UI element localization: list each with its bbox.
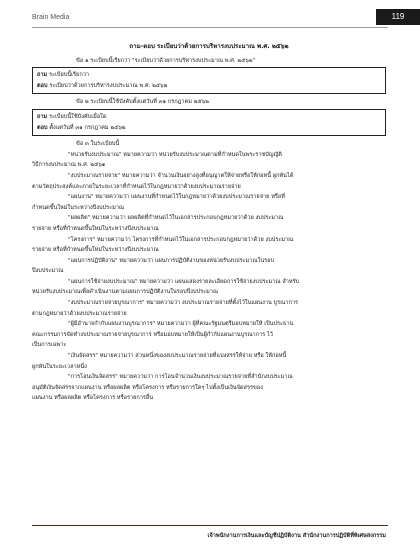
qa-box-2 bbox=[32, 109, 386, 136]
header-title: Brain Media bbox=[32, 14, 70, 21]
definition-line: แผนงาน หรือผลผลิต หรือโครงการ หรือรายการอื่น bbox=[32, 395, 154, 402]
definition-line: ปีงบประมาณ bbox=[32, 268, 64, 275]
definition-line: อนุมัติเงินจัดสรรจากแผนงาน หรือผลผลิต หรือโครงการ หรือรายการใดๆ ไปตั้งเป็นเงินจัดสรรของ bbox=[32, 384, 263, 391]
definition-line: ตามวัตถุประสงค์และภายในระยะเวลาที่กำหนดไว้ในกฎหมายว่าด้วยงบประมาณรายจ่าย bbox=[32, 183, 241, 190]
document-title: ถาม-ตอบ ระเบียบว่าด้วยการบริหารงบประมาณ พ.ศ. ๒๕๖๒ bbox=[129, 43, 289, 50]
definition-line: "เงินจัดสรร" หมายความว่า ส่วนหนึ่งของงบประมาณรายจ่ายที่แบ่งสรรให้จ่าย หรือ ให้ก่อหนี้ bbox=[68, 353, 287, 360]
definition-line: คณะกรรมการจัดทำงบประมาณรายจ่ายบูรณาการ หรือมอบหมายให้เป็นผู้กำกับแผนงานบูรณาการ ไว้ bbox=[32, 331, 273, 338]
definition-line: กำหนดขึ้นใหม่ในระหว่างปีงบประมาณ bbox=[32, 204, 125, 211]
answer-text: ตั้งแต่วันที่ ๓๑ กรกฎาคม ๒๕๖๒ bbox=[49, 124, 126, 131]
answer-label: ตอบ bbox=[37, 124, 48, 131]
definition-line: "ผลผลิต" หมายความว่า ผลผลิตที่กำหนดไว้ในเอกสารประกอบกฎหมายว่าด้วย งบประมาณ bbox=[68, 215, 284, 222]
definition-line: "หน่วยรับงบประมาณ" หมายความว่า หน่วยรับงบประมาณตามที่กำหนดในพระราชบัญญัติ bbox=[68, 151, 282, 158]
question-label: ถาม bbox=[37, 113, 48, 120]
definition-line: "แผนการใช้จ่ายงบประมาณ" หมายความว่า แผนแสดงรายละเอียดการใช้จ่ายงบประมาณ สำหรับ bbox=[68, 278, 300, 285]
document-body bbox=[32, 42, 386, 404]
definition-line: เป็นการเฉพาะ bbox=[32, 342, 67, 349]
page-number: 119 bbox=[376, 9, 420, 25]
clause-3: ข้อ ๓ ในระเบียบนี้ bbox=[76, 141, 120, 148]
definition-line: วิธีการงบประมาณ พ.ศ. ๒๕๖๑ bbox=[32, 162, 106, 169]
definition-line: "ผู้มีอำนาจกำกับแผนงานบูรณาการ" หมายความว่า ผู้ที่คณะรัฐมนตรีมอบหมายให้ เป็นประธาน bbox=[68, 321, 294, 328]
definition-line: "งบประมาณรายจ่ายบูรณาการ" หมายความว่า งบประมาณรายจ่ายที่ตั้งไว้ในแผนงาน บูรณาการ bbox=[68, 300, 299, 307]
definition-line: "แผนงาน" หมายความว่า แผนงานที่กำหนดไว้ในกฎหมายว่าด้วยงบประมาณรายจ่าย หรือที่ bbox=[68, 194, 285, 201]
definition-line: ผูกพันในระยะเวลาหนึ่ง bbox=[32, 363, 87, 370]
definition-line: "การโอนเงินจัดสรร" หมายความว่า การโอนจำนวนเงินงบประมาณรายจ่ายที่สำนักงบประมาณ bbox=[68, 374, 293, 381]
clause-2: ข้อ ๒ ระเบียบนี้ใช้บังคับตั้งแต่วันที่ ๓๑ กรกฎาคม ๒๕๖๒ bbox=[76, 99, 209, 106]
definition-line: "แผนการปฏิบัติงาน" หมายความว่า แผนการปฏิบัติงานของหน่วยรับงบประมาณในรอบ bbox=[68, 257, 275, 264]
definition-line: หน่วยรับงบประมาณเพื่อดำเนินงานตามแผนการปฏิบัติงานในรอบปีงบประมาณ bbox=[32, 289, 219, 296]
definition-line: รายจ่าย หรือที่กำหนดขึ้นใหม่ในระหว่างปีงบประมาณ bbox=[32, 225, 159, 232]
definition-line: "โครงการ" หมายความว่า โครงการที่กำหนดไว้ในเอกสารประกอบกฎหมายว่าด้วย งบประมาณ bbox=[68, 236, 294, 243]
qa-box-1 bbox=[32, 67, 386, 94]
definition-line: "งบประมาณรายจ่าย" หมายความว่า จำนวนเงินอย่างสูงที่อนุญาตให้จ่ายหรือให้ก่อหนี้ ผูกพันได้ bbox=[68, 172, 294, 179]
clause-1: ข้อ ๑ ระเบียบนี้เรียกว่า "ระเบียบว่าด้วยการบริหารงบประมาณ พ.ศ. ๒๕๖๒" bbox=[76, 57, 256, 64]
answer-label: ตอบ bbox=[37, 82, 48, 89]
question-text: ระเบียบนี้เรียกว่า bbox=[49, 72, 89, 79]
question-label: ถาม bbox=[37, 72, 48, 79]
definition-line: ตามกฎหมายว่าด้วยงบประมาณรายจ่าย bbox=[32, 310, 127, 317]
footer-rule bbox=[32, 525, 388, 526]
answer-text: ระเบียบว่าด้วยการบริหารงบประมาณ พ.ศ. ๒๕๖๒ bbox=[49, 82, 168, 89]
header-rule bbox=[32, 27, 388, 28]
definition-line: รายจ่าย หรือที่กำหนดขึ้นใหม่ในระหว่างปีงบประมาณ bbox=[32, 247, 159, 254]
question-text: ระเบียบนี้ใช้บังคับเมื่อใด bbox=[49, 113, 107, 120]
page-footer: เจ้าพนักงานการเงินและบัญชีปฏิบัติงาน สำนักงานการปฏิบัติที่พิเศษสงกรรม bbox=[207, 533, 386, 539]
